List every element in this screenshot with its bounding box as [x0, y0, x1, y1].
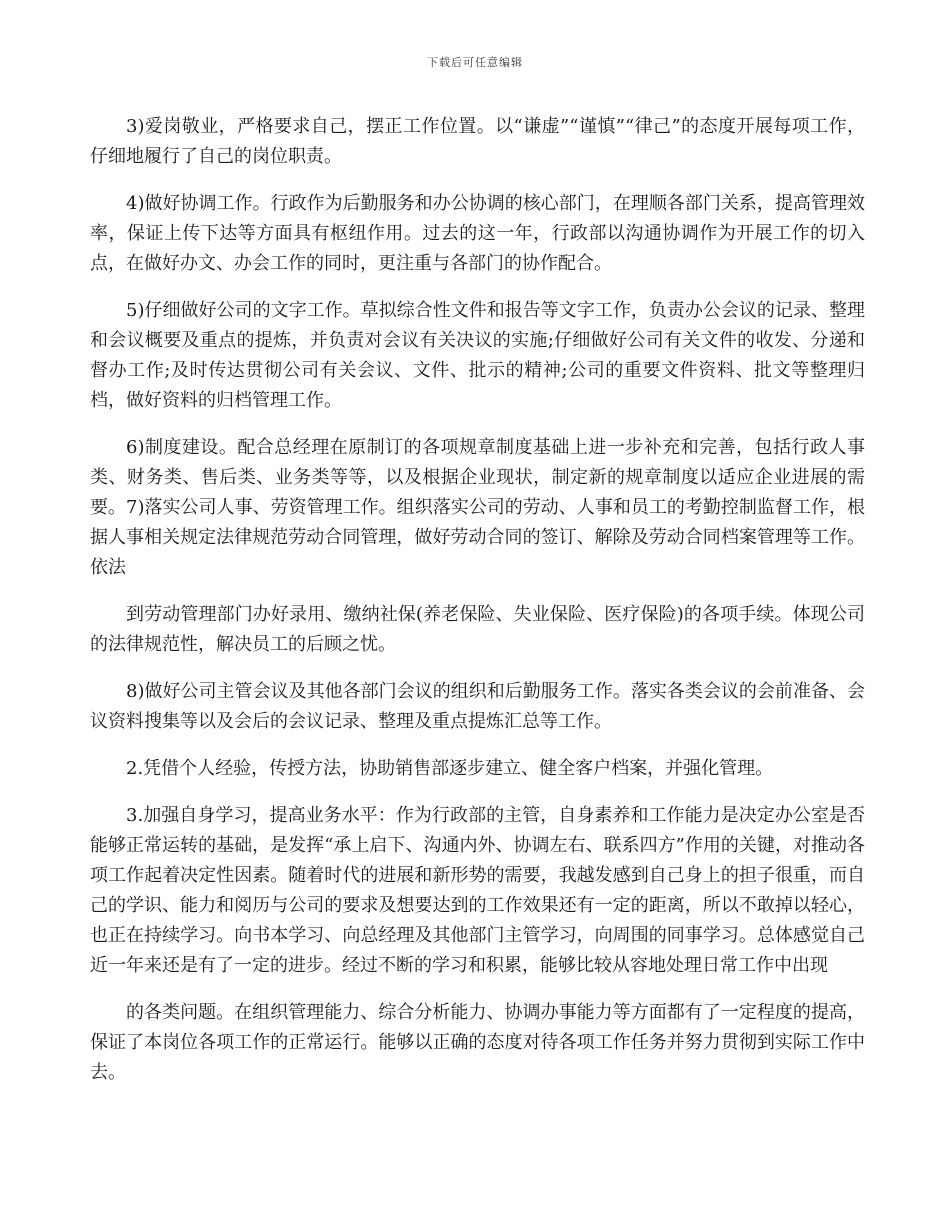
paragraph-1: 3)爱岗敬业，严格要求自己，摆正工作位置。以“谦虚”“谨慎”“律己”的态度开展每项工作，仔细地履行了自己的岗位职责。	[90, 116, 865, 167]
paragraph-7: 2.凭借个人经验，传授方法，协助销售部逐步建立、健全客户档案，并强化管理。	[126, 758, 774, 779]
paragraph-5: 到劳动管理部门办好录用、缴纳社保(养老保险、失业保险、医疗保险)的各项手续。体现公司的法律规范性，解决员工的后顾之忧。	[90, 604, 865, 655]
paragraph-4: 6)制度建设。配合总经理在原制订的各项规章制度基础上进一步补充和完善，包括行政人事类、财务类、售后类、业务类等等，以及根据企业现状，制定新的规章制度以适应企业进展的需要。7)落实公司人事、劳资管理工作。组织落实公司的劳动、人事和员工的考勤控制监督工作，根据人事相关规定法律规范劳动合同管理，做好劳动合同的签订、解除及劳动合同档案管理等工作。依法	[90, 437, 865, 578]
paragraph-9: 的各类问题。在组织管理能力、综合分析能力、协调办事能力等方面都有了一定程度的提高，保证了本岗位各项工作的正常运行。能够以正确的态度对待各项工作任务并努力贯彻到实际工作中去。	[90, 1002, 865, 1083]
page-header: 下载后可任意编辑	[427, 56, 523, 69]
paragraph-6: 8)做好公司主管会议及其他各部门会议的组织和后勤服务工作。落实各类会议的会前准备、会议资料搜集等以及会后的会议记录、整理及重点提炼汇总等工作。	[90, 681, 865, 732]
paragraph-8: 3.加强自身学习，提高业务水平：作为行政部的主管，自身素养和工作能力是决定办公室是否能够正常运转的基础，是发挥“承上启下、沟通内外、协调左右、联系四方”作用的关键，对推动各项工作起着决定性因素。随着时代的进展和新形势的需要，我越发感到自己身上的担子很重，而自己的学识、能力和阅历与公司的要求及想要达到的工作效果还有一定的距离，所以不敢掉以轻心，也正在持续学习。向书本学习、向总经理及其他部门主管学习，向周围的同事学习。总体感觉自己近一年来还是有了一定的进步。经过不断的学习和积累，能够比较从容地处理日常工作中出现	[90, 805, 865, 976]
document-body	[90, 112, 865, 1105]
paragraph-2: 4)做好协调工作。行政作为后勤服务和办公协调的核心部门，在理顺各部门关系，提高管理效率，保证上传下达等方面具有枢纽作用。过去的这一年，行政部以沟通协调作为开展工作的切入点，在做好办文、办会工作的同时，更注重与各部门的协作配合。	[90, 193, 865, 274]
paragraph-3: 5)仔细做好公司的文字工作。草拟综合性文件和报告等文字工作，负责办公会议的记录、整理和会议概要及重点的提炼，并负责对会议有关决议的实施;仔细做好公司有关文件的收发、分递和督办工作;及时传达贯彻公司有关会议、文件、批示的精神;公司的重要文件资料、批文等整理归档，做好资料的归档管理工作。	[90, 300, 865, 411]
